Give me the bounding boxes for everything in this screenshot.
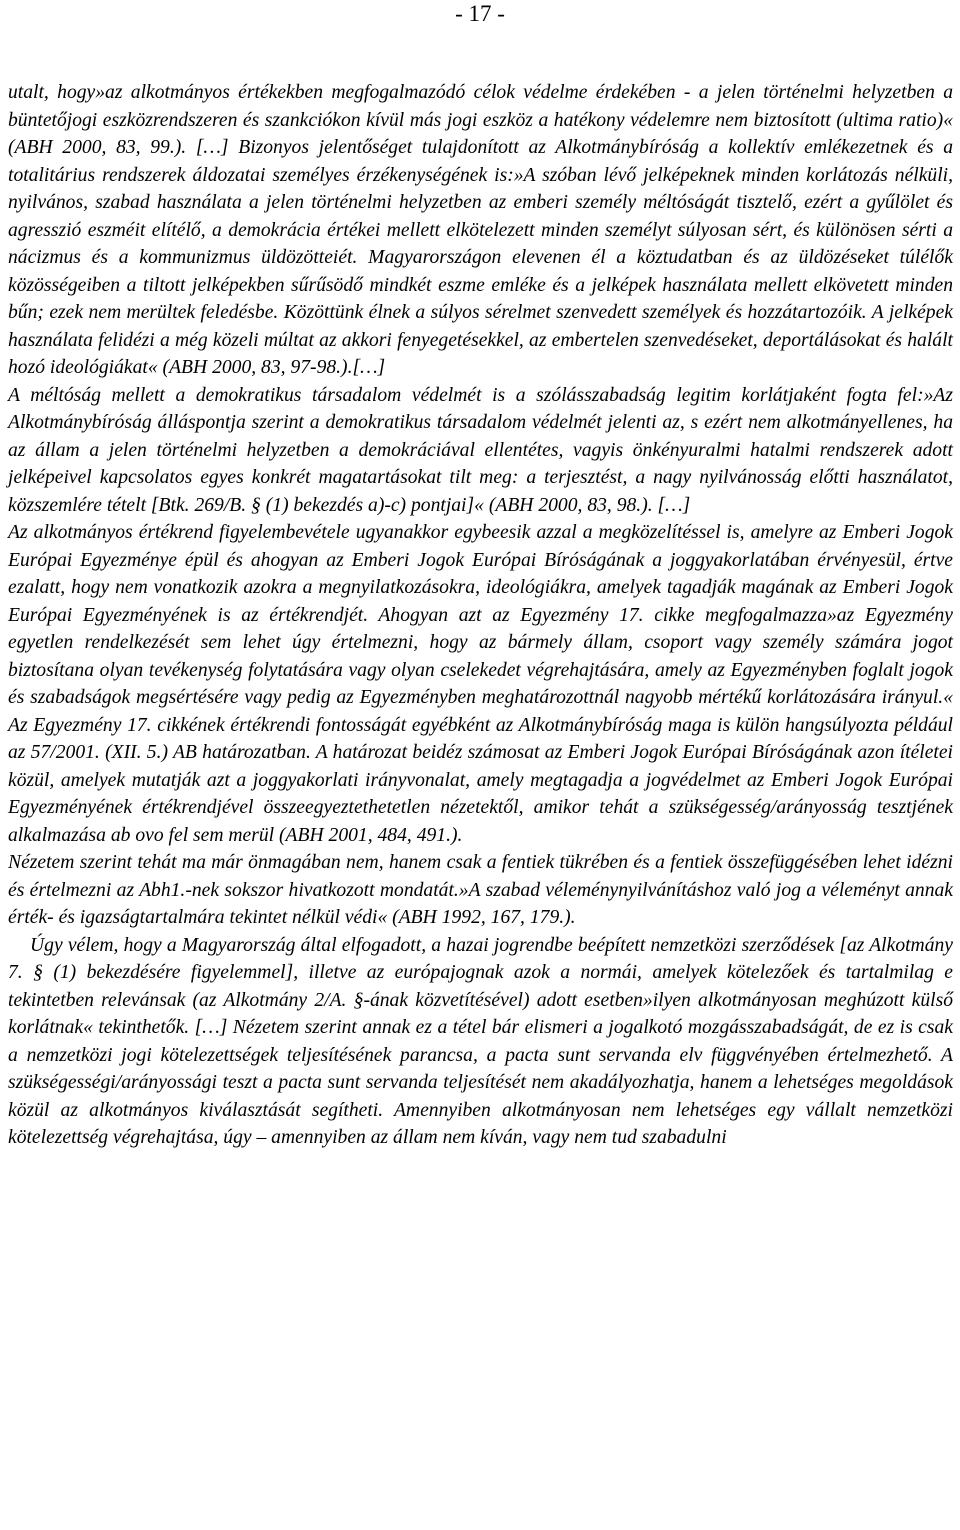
document-body <box>8 79 953 1152</box>
paragraph-1-part-a: utalt, hogy»az alkotmányos értékekben megfogalmazódó célok védelme érdekében - a jelen történelmi helyzetben a büntetőjogi eszközrendszeren és szankciókon kívül más jogi eszköz a hatékony védelemre nem biztosított (ultima ratio)« (ABH 2000, 83, 99.). […] Bizonyos jelentőséget tulajdonított az Alkotmánybíróság a kollektív emlékezetnek és a totalitárius rendszerek áldozatai személyes érzékenységének is:»A szóban lévő jelképeknek minden korlátozás nélküli, nyilvános, szabad használata a jelen történelmi helyzetben az emberi személy méltóságát tisztelő, ezért a gyűlölet és agresszió eszméit elítélő, a demokrácia értékei mellett elkötelezett minden személyt súlyosan sért, és különösen sérti a nácizmus és a kommunizmus üldözötteiét. <box>8 82 953 268</box>
paragraph-2: A méltóság mellett a demokratikus társadalom védelmét is a szólásszabadság legitim korlátjaként fogta fel:»Az Alkotmánybíróság álláspontja szerint a demokratikus társadalom védelmét jelenti az, s ezért nem alkotmányellenes, ha az állam a jelen történelmi helyzetben a demokráciával ellentétes, vagyis önkényuralmi hatalmi rendszerek adott jelképeivel kapcsolatos egyes konkrét magatartásokat tilt meg: a terjesztést, a nagy nyilvánosság előtti használatot, közszemlére tételt [Btk. 269/B. § (1) bekezdés a)-c) pontjai]« (ABH 2000, 83, 98.). […] <box>8 384 953 516</box>
paragraph-1-part-b: Magyarországon elevenen él a köztudatban és az üldözéseket túlélők közösségeiben a tiltott jelképekben sűrűsödő mindkét eszme emléke és a jelképek használata mellett elkövetett minden bűn; ezek nem merültek feledésbe. <box>8 247 953 323</box>
paragraph-1-part-c: Közöttünk élnek a súlyos sérelmet szenvedett személyek és hozzátartozóik. <box>278 302 867 323</box>
paragraph-1-part-d: A jelképek használata felidézi a még közeli múltat az akkori fenyegetésekkel, az embertelen szenvedéseket, deportálásokat és halált hozó ideológiákat« (ABH 2000, 83, 97-98.).[…] <box>8 302 953 378</box>
paragraph-4: Nézetem szerint tehát ma már önmagában nem, hanem csak a fentiek tükrében és a fentiek összefüggésében lehet idézni és értelmezni az Abh1.-nek sokszor hivatkozott mondatát.»A szabad véleménynyilvánításhoz való jog a véleményt annak érték- és igazságtartalmára tekintet nélkül védi« (ABH 1992, 167, 179.). <box>8 852 953 928</box>
paragraph-1 <box>8 79 953 382</box>
paragraph-5: Úgy vélem, hogy a Magyarország által elfogadott, a hazai jogrendbe beépített nemzetközi szerződések [az Alkotmány 7. § (1) bekezdésére figyelemmel], illetve az európajognak azok a normái, amelyek kötelezőek és tartalmilag e tekintetben relevánsak (az Alkotmány 2/A. §-ának közvetítésével) adott esetben»ilyen alkotmányosan meghúzott külső korlátnak« tekinthetők. […] Nézetem szerint annak ez a tétel bár elismeri a jogalkotó mozgásszabadságát, de ez is csak a nemzetközi jogi kötelezettségek teljesítésének parancsa, a pacta sunt servanda elv függvényében értelmezhető. A szükségességi/arányossági teszt a pacta sunt servanda teljesítését nem akadályozhatja, hanem a lehetséges megoldások közül az alkotmányos kiválasztását segítheti. Amennyiben alkotmányosan nem lehetséges egy vállalt nemzetközi kötelezettség végrehajtása, úgy – amennyiben az állam nem kíván, vagy nem tud szabadulni <box>8 934 953 1148</box>
paragraph-3: Az alkotmányos értékrend figyelembevétele ugyanakkor egybeesik azzal a megközelítéssel is, amelyre az Emberi Jogok Európai Egyezménye épül és ahogyan az Emberi Jogok Európai Bíróságának a joggyakorlatában érvényesül, értve ezalatt, hogy nem vonatkozik azokra a megnyilatkozásokra, ideológiákra, amelyek tagadják magának az Emberi Jogok Európai Egyezményének is az értékrendjét. Ahogyan azt az Egyezmény 17. cikke megfogalmazza»az Egyezmény egyetlen rendelkezését sem lehet úgy értelmezni, hogy az bármely állam, csoport vagy személy számára jogot biztosítana olyan tevékenység folytatására vagy olyan cselekedet végrehajtására, amely az Egyezményben foglalt jogok és szabadságok megsértésére vagy pedig az Egyezményben meghatározottnál nagyobb mértékű korlátozására irányul.« Az Egyezmény 17. cikkének értékrendi fontosságát egyébként az Alkotmánybíróság maga is külön hangsúlyozta például az 57/2001. (XII. 5.) AB határozatban. A határozat beidéz számosat az Emberi Jogok Európai Bíróságának azon ítéletei közül, amelyek mutatják azt a joggyakorlati irányvonalat, amely megtagadja a jogvédelmet az Emberi Jogok Európai Egyezményének értékrendjével összeegyeztethetetlen nézetektől, amikor tehát a szükségesség/arányosság tesztjének alkalmazása ab ovo fel sem merül (ABH 2001, 484, 491.). <box>8 522 953 846</box>
page-number: - 17 - <box>455 1 505 26</box>
